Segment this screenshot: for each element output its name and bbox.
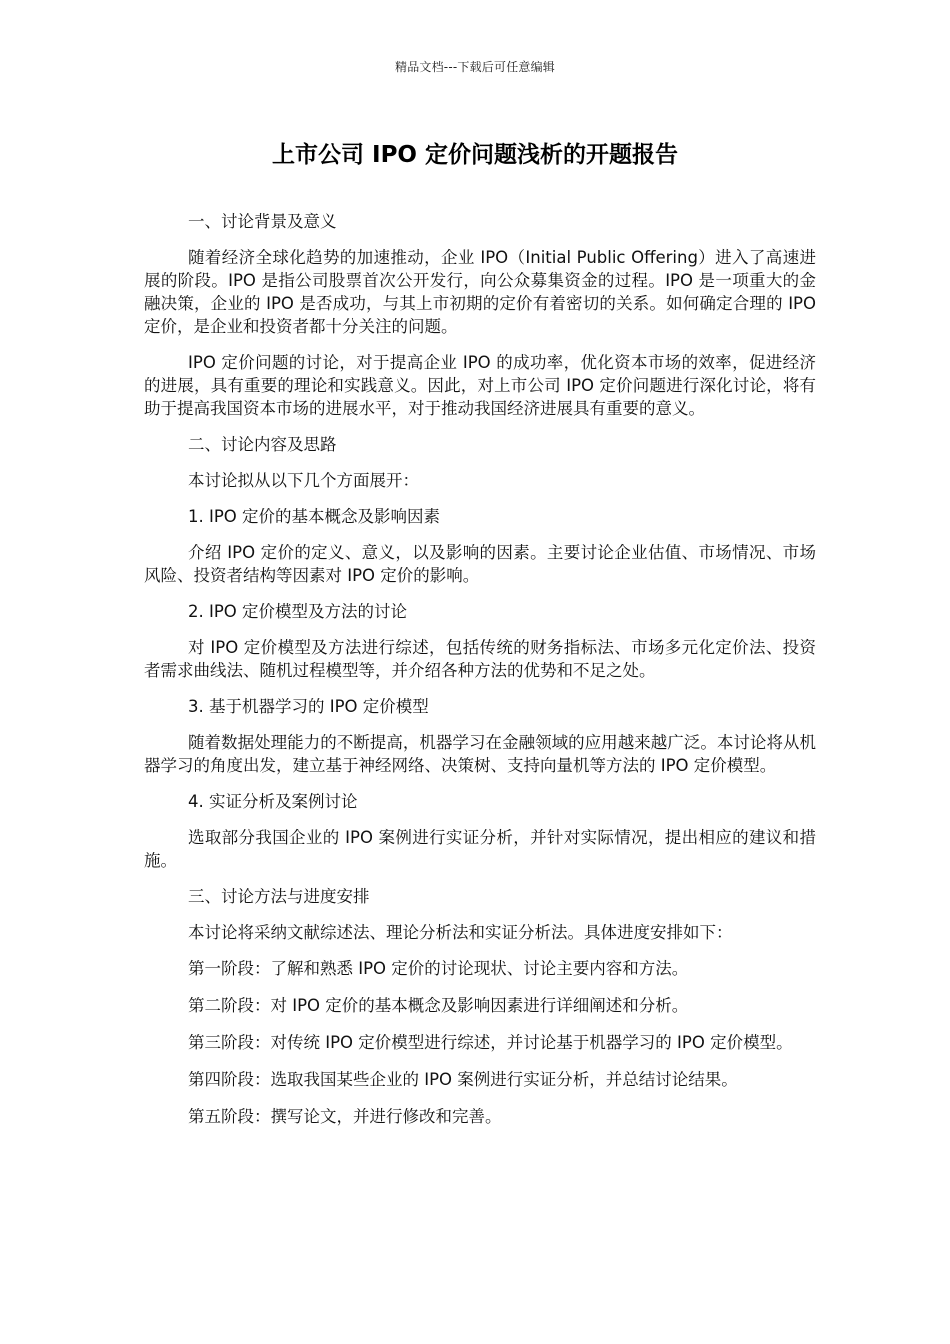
paragraph-methods-intro: 本讨论将采纳文献综述法、理论分析法和实证分析法。具体进度安排如下：	[188, 923, 733, 942]
paragraph-subsection-3: 随着数据处理能力的不断提高，机器学习在金融领域的应用越来越广泛。本讨论将从机器学习的角度出发，建立基于神经网络、决策树、支持向量机等方法的 IPO 定价模型。	[144, 733, 816, 775]
subheading-4: 4. 实证分析及案例讨论	[188, 792, 358, 811]
subheading-3: 3. 基于机器学习的 IPO 定价模型	[188, 697, 429, 716]
section-heading-methods: 三、讨论方法与进度安排	[188, 887, 370, 906]
paragraph-subsection-4: 选取部分我国企业的 IPO 案例进行实证分析，并针对实际情况，提出相应的建议和措施。	[144, 828, 816, 870]
section-heading-background: 一、讨论背景及意义	[188, 212, 337, 231]
paragraph-background-1: 随着经济全球化趋势的加速推动，企业 IPO（Initial Public Offering）进入了高速进展的阶段。IPO 是指公司股票首次公开发行，向公众募集资金的过程。IPO 是一项重大的金融决策，企业的 IPO 是否成功，与其上市初期的定价有着密切的关系。如何确定合理的 IPO 定价，是企业和投资者都十分关注的问题。	[144, 248, 816, 336]
paragraph-background-2: IPO 定价问题的讨论，对于提高企业 IPO 的成功率，优化资本市场的效率，促进经济的进展，具有重要的理论和实践意义。因此，对上市公司 IPO 定价问题进行深化讨论，将有助于提高我国资本市场的进展水平，对于推动我国经济进展具有重要的意义。	[144, 353, 816, 418]
header-note: 精品文档---下载后可任意编辑	[395, 60, 555, 74]
schedule-stage-1: 第一阶段：了解和熟悉 IPO 定价的讨论现状、讨论主要内容和方法。	[188, 959, 689, 978]
paragraph-content-intro: 本讨论拟从以下几个方面展开：	[188, 471, 419, 490]
schedule-stage-3: 第三阶段：对传统 IPO 定价模型进行综述，并讨论基于机器学习的 IPO 定价模型。	[188, 1033, 793, 1052]
schedule-stage-2: 第二阶段：对 IPO 定价的基本概念及影响因素进行详细阐述和分析。	[188, 996, 689, 1015]
subheading-2: 2. IPO 定价模型及方法的讨论	[188, 602, 408, 621]
paragraph-subsection-1: 介绍 IPO 定价的定义、意义，以及影响的因素。主要讨论企业估值、市场情况、市场风险、投资者结构等因素对 IPO 定价的影响。	[144, 543, 816, 585]
schedule-stage-5: 第五阶段：撰写论文，并进行修改和完善。	[188, 1107, 502, 1126]
section-heading-content: 二、讨论内容及思路	[188, 435, 337, 454]
schedule-stage-4: 第四阶段：选取我国某些企业的 IPO 案例进行实证分析，并总结讨论结果。	[188, 1070, 738, 1089]
subheading-1: 1. IPO 定价的基本概念及影响因素	[188, 507, 441, 526]
paragraph-subsection-2: 对 IPO 定价模型及方法进行综述，包括传统的财务指标法、市场多元化定价法、投资者需求曲线法、随机过程模型等，并介绍各种方法的优势和不足之处。	[144, 638, 816, 680]
document-body	[144, 210, 816, 1142]
document-title: 上市公司 IPO 定价问题浅析的开题报告	[272, 142, 678, 168]
